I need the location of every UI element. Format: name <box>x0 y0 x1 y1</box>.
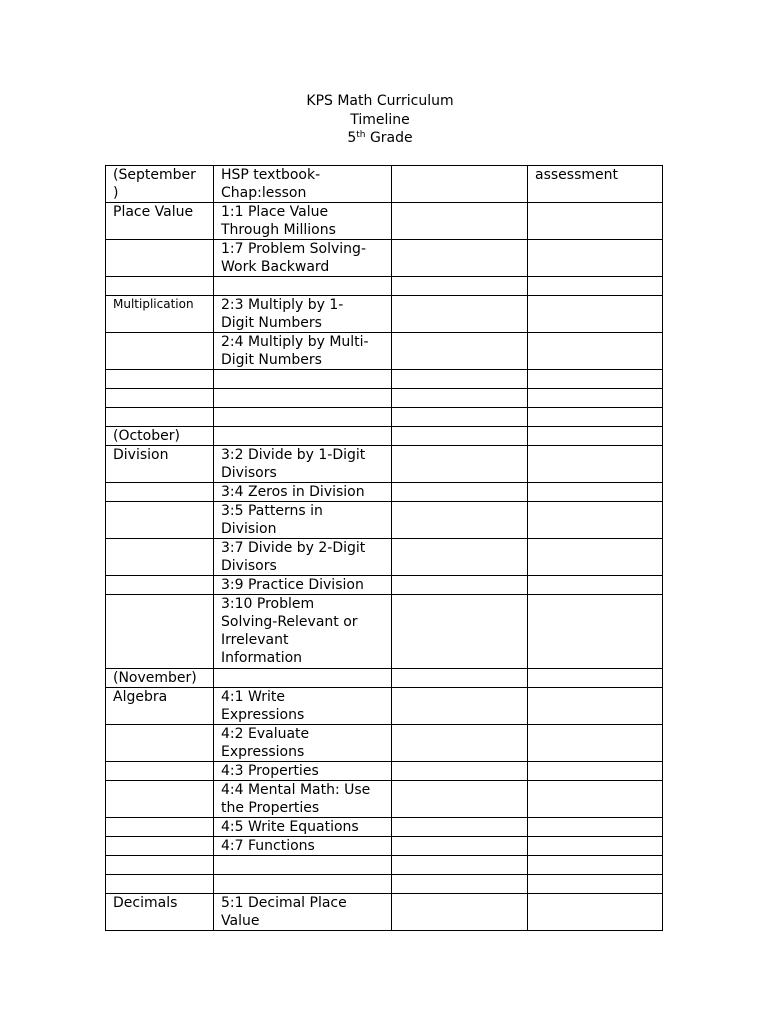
topic-cell: (November) <box>106 669 214 688</box>
topic-cell <box>106 389 214 408</box>
table-row <box>106 894 663 931</box>
notes-cell <box>392 427 528 446</box>
assessment-cell <box>528 203 663 240</box>
lesson-cell <box>214 875 392 894</box>
topic-cell <box>106 240 214 277</box>
assessment-cell: assessment <box>528 166 663 203</box>
notes-cell <box>392 894 528 931</box>
notes-cell <box>392 203 528 240</box>
lesson-cell: 1:7 Problem Solving- Work Backward <box>214 240 392 277</box>
assessment-cell <box>528 296 663 333</box>
grade-suffix: th <box>356 130 366 140</box>
topic-cell: (October) <box>106 427 214 446</box>
notes-cell <box>392 277 528 296</box>
lesson-cell: 4:4 Mental Math: Use the Properties <box>214 781 392 818</box>
lesson-cell: 3:10 Problem Solving-Relevant or Irrelevant Information <box>214 595 392 669</box>
lesson-cell: 4:7 Functions <box>214 837 392 856</box>
lesson-cell <box>214 408 392 427</box>
topic-cell <box>106 781 214 818</box>
table-row <box>106 277 663 296</box>
table-row <box>106 837 663 856</box>
topic-cell <box>106 370 214 389</box>
assessment-cell <box>528 894 663 931</box>
table-row <box>106 370 663 389</box>
topic-cell <box>106 856 214 875</box>
table-row <box>106 483 663 502</box>
assessment-cell <box>528 595 663 669</box>
assessment-cell <box>528 669 663 688</box>
notes-cell <box>392 725 528 762</box>
notes-cell <box>392 370 528 389</box>
lesson-cell: 3:2 Divide by 1-Digit Divisors <box>214 446 392 483</box>
lesson-cell: 3:4 Zeros in Division <box>214 483 392 502</box>
topic-cell: Decimals <box>106 894 214 931</box>
notes-cell <box>392 856 528 875</box>
assessment-cell <box>528 781 663 818</box>
topic-cell <box>106 595 214 669</box>
topic-cell <box>106 818 214 837</box>
assessment-cell <box>528 483 663 502</box>
table-row <box>106 669 663 688</box>
lesson-cell <box>214 856 392 875</box>
notes-cell <box>392 389 528 408</box>
topic-cell: (September ) <box>106 166 214 203</box>
notes-cell <box>392 539 528 576</box>
table-row <box>106 539 663 576</box>
assessment-cell <box>528 725 663 762</box>
topic-cell <box>106 762 214 781</box>
notes-cell <box>392 762 528 781</box>
assessment-cell <box>528 277 663 296</box>
title-line-2: Timeline <box>350 111 410 128</box>
table-row <box>106 240 663 277</box>
grade-number: 5 <box>347 130 357 146</box>
lesson-cell: 4:1 Write Expressions <box>214 688 392 725</box>
lesson-cell <box>214 427 392 446</box>
lesson-cell <box>214 669 392 688</box>
lesson-cell: HSP textbook- Chap:lesson <box>214 166 392 203</box>
topic-cell <box>106 277 214 296</box>
lesson-cell: 4:5 Write Equations <box>214 818 392 837</box>
table-row <box>106 427 663 446</box>
notes-cell <box>392 446 528 483</box>
topic-cell <box>106 502 214 539</box>
lesson-cell <box>214 370 392 389</box>
table-row <box>106 333 663 370</box>
table-row <box>106 408 663 427</box>
table-row <box>106 576 663 595</box>
document-title <box>0 92 760 148</box>
notes-cell <box>392 837 528 856</box>
notes-cell <box>392 483 528 502</box>
notes-cell <box>392 818 528 837</box>
assessment-cell <box>528 370 663 389</box>
lesson-cell <box>214 277 392 296</box>
lesson-cell: 3:7 Divide by 2-Digit Divisors <box>214 539 392 576</box>
topic-cell <box>106 408 214 427</box>
notes-cell <box>392 333 528 370</box>
table-row <box>106 688 663 725</box>
topic-cell <box>106 333 214 370</box>
topic-cell <box>106 539 214 576</box>
lesson-cell: 3:9 Practice Division <box>214 576 392 595</box>
assessment-cell <box>528 576 663 595</box>
table-row <box>106 856 663 875</box>
lesson-cell: 2:4 Multiply by Multi- Digit Numbers <box>214 333 392 370</box>
assessment-cell <box>528 762 663 781</box>
notes-cell <box>392 240 528 277</box>
lesson-cell: 2:3 Multiply by 1- Digit Numbers <box>214 296 392 333</box>
table-row <box>106 203 663 240</box>
notes-cell <box>392 875 528 894</box>
title-line-3 <box>0 129 760 148</box>
topic-cell: Division <box>106 446 214 483</box>
topic-cell <box>106 725 214 762</box>
lesson-cell: 4:3 Properties <box>214 762 392 781</box>
notes-cell <box>392 166 528 203</box>
topic-cell <box>106 576 214 595</box>
assessment-cell <box>528 688 663 725</box>
table-row <box>106 296 663 333</box>
assessment-cell <box>528 818 663 837</box>
table-row <box>106 762 663 781</box>
topic-cell <box>106 837 214 856</box>
table-row <box>106 502 663 539</box>
assessment-cell <box>528 446 663 483</box>
table-row <box>106 595 663 669</box>
assessment-cell <box>528 389 663 408</box>
table-row <box>106 875 663 894</box>
curriculum-table <box>105 165 663 931</box>
notes-cell <box>392 688 528 725</box>
topic-cell: Place Value <box>106 203 214 240</box>
table-row <box>106 725 663 762</box>
lesson-cell: 5:1 Decimal Place Value <box>214 894 392 931</box>
notes-cell <box>392 595 528 669</box>
assessment-cell <box>528 240 663 277</box>
assessment-cell <box>528 427 663 446</box>
table-row <box>106 446 663 483</box>
assessment-cell <box>528 502 663 539</box>
notes-cell <box>392 576 528 595</box>
curriculum-table-body <box>106 166 663 931</box>
lesson-cell: 1:1 Place Value Through Millions <box>214 203 392 240</box>
assessment-cell <box>528 856 663 875</box>
lesson-cell: 3:5 Patterns in Division <box>214 502 392 539</box>
notes-cell <box>392 296 528 333</box>
assessment-cell <box>528 875 663 894</box>
assessment-cell <box>528 837 663 856</box>
title-line-1: KPS Math Curriculum <box>306 93 454 109</box>
assessment-cell <box>528 408 663 427</box>
topic-cell <box>106 875 214 894</box>
table-row <box>106 818 663 837</box>
grade-word: Grade <box>369 130 413 146</box>
assessment-cell <box>528 333 663 370</box>
notes-cell <box>392 669 528 688</box>
topic-cell: Algebra <box>106 688 214 725</box>
notes-cell <box>392 781 528 818</box>
topic-cell <box>106 483 214 502</box>
lesson-cell: 4:2 Evaluate Expressions <box>214 725 392 762</box>
assessment-cell <box>528 539 663 576</box>
table-row <box>106 389 663 408</box>
topic-cell: Multiplication <box>106 296 214 333</box>
notes-cell <box>392 502 528 539</box>
lesson-cell <box>214 389 392 408</box>
notes-cell <box>392 408 528 427</box>
table-row <box>106 166 663 203</box>
table-row <box>106 781 663 818</box>
